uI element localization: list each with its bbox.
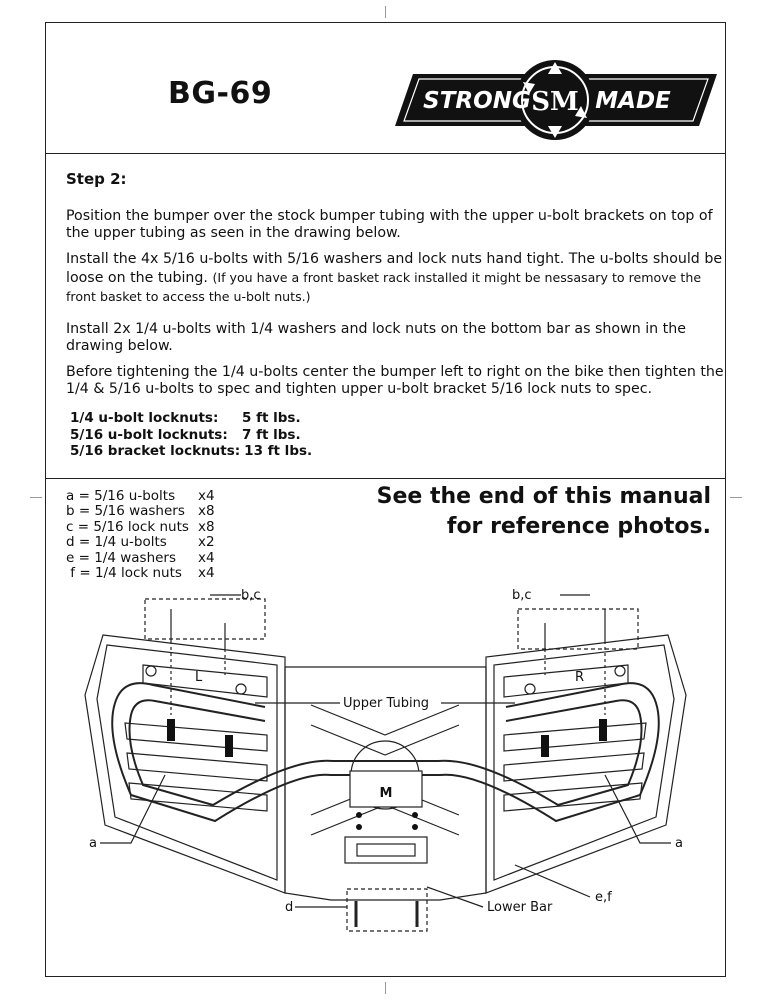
upper-bracket-left	[143, 665, 267, 697]
part-qty: x2	[198, 534, 215, 551]
parts-row	[66, 489, 215, 504]
callout-a-left: a	[89, 836, 97, 851]
callout-ef: e,f	[595, 890, 612, 905]
model-number: BG-69	[168, 76, 273, 111]
logo-left-word: STRONG	[423, 88, 531, 114]
torque-value: 5 ft lbs.	[242, 410, 301, 426]
crop-mark	[385, 6, 386, 18]
torque-row	[70, 427, 312, 444]
logo-right-word: MADE	[595, 88, 671, 114]
torque-row	[70, 443, 312, 460]
part-label: b = 5/16 washers	[66, 503, 185, 520]
part-qty: x8	[198, 503, 215, 520]
parts-row	[66, 535, 215, 550]
part-qty: x4	[198, 488, 215, 504]
plate-logo-mark: M	[379, 786, 393, 801]
hardware-box-bottom	[347, 889, 427, 931]
instruction-paragraph-2	[66, 251, 726, 306]
instructions-divider	[45, 478, 726, 479]
torque-specs	[70, 410, 312, 460]
callout-upper-tubing: Upper Tubing	[343, 696, 430, 711]
reference-notice	[377, 482, 711, 542]
torque-row	[70, 410, 312, 427]
torque-label: 1/4 u-bolt locknuts:	[70, 410, 219, 426]
parts-row	[66, 504, 215, 519]
paragraph-2-note: (If you have a front basket rack installed it might be nessasary to remove the front basket to access the u-bolt nuts.)	[66, 269, 702, 304]
part-label: f = 1/4 lock nuts	[66, 565, 182, 582]
part-label: e = 1/4 washers	[66, 549, 177, 566]
callout-bc-left: b,c	[241, 588, 261, 603]
callout-a-right: a	[675, 836, 683, 851]
instruction-paragraph-4: Before tightening the 1/4 u-bolts center the bumper left to right on the bike then tighten the 1/4 & 5/16 u-bolts to spec and tighten upper u-bolt bracket 5/16 lock nuts to spec.	[66, 364, 724, 397]
crop-mark	[30, 497, 42, 498]
parts-row	[66, 551, 215, 566]
paragraph-2-main: Install the 4x 5/16 u-bolts with 5/16 washers and lock nuts hand tight. The u-bolts should be loose on the tubing.	[66, 251, 723, 286]
bracket-label-left: L	[195, 670, 203, 685]
torque-label: 5/16 u-bolt locknuts:	[70, 426, 228, 443]
part-label: a = 5/16 u-bolts	[66, 488, 176, 504]
part-qty: x4	[198, 549, 215, 566]
torque-label: 5/16 bracket locknuts:	[70, 443, 241, 459]
callout-lower-bar: Lower Bar	[487, 900, 553, 915]
parts-row	[66, 520, 215, 535]
logo-emblem: SM	[531, 87, 579, 117]
hardware-box-left	[145, 599, 265, 639]
crop-mark	[730, 497, 742, 498]
part-qty: x8	[198, 518, 215, 535]
installation-drawing	[45, 575, 726, 975]
instruction-paragraph-3: Install 2x 1/4 u-bolts with 1/4 washers and lock nuts on the bottom bar as shown in the drawing below.	[66, 321, 686, 354]
callout-d: d	[285, 900, 294, 915]
instruction-paragraph-1: Position the bumper over the stock bumper tubing with the upper u-bolt brackets on top of the upper tubing as seen in the drawing below.	[66, 208, 713, 241]
step-heading: Step 2:	[66, 170, 127, 188]
part-qty: x4	[198, 565, 215, 582]
torque-value: 7 ft lbs.	[242, 426, 301, 443]
crop-mark	[385, 982, 386, 994]
callout-bc-right: b,c	[512, 588, 532, 603]
header-divider	[45, 153, 726, 154]
parts-list	[66, 489, 215, 581]
torque-value: 13 ft lbs.	[244, 443, 313, 459]
upper-bracket-right	[504, 665, 628, 697]
notice-line-1: See the end of this manual	[376, 484, 711, 509]
strong-made-logo	[395, 54, 717, 146]
part-label: d = 1/4 u-bolts	[66, 534, 167, 551]
hardware-box-right	[518, 609, 638, 649]
notice-line-2: for reference photos.	[446, 514, 711, 539]
part-label: c = 5/16 lock nuts	[66, 518, 189, 535]
bracket-label-right: R	[575, 670, 585, 685]
